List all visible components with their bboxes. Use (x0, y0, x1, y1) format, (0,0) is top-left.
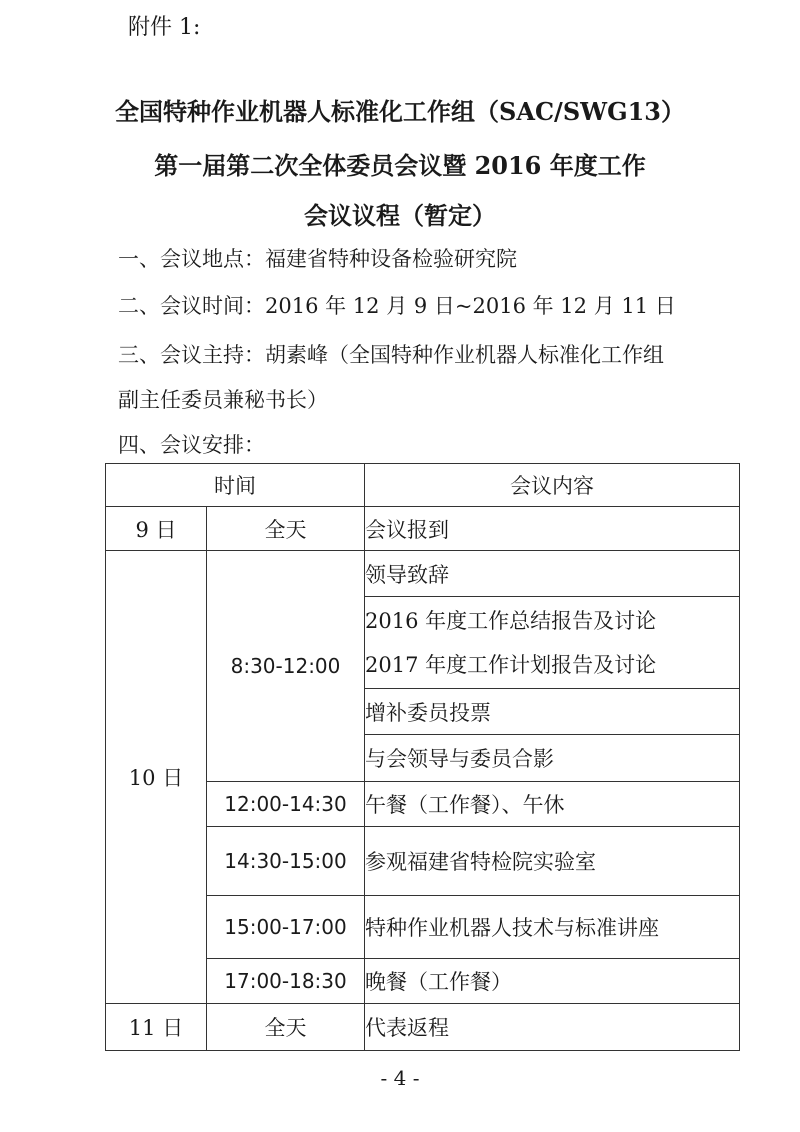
agenda-item-2016-report: 2016 年度工作总结报告及讨论 (365, 608, 657, 633)
meeting-host: 三、会议主持：胡素峰（全国特种作业机器人标准化工作组 (118, 343, 664, 367)
table-row (106, 507, 740, 551)
agenda-item (365, 597, 740, 689)
table-row (106, 1004, 740, 1051)
agenda-item: 增补委员投票 (365, 689, 740, 735)
dinner-slot: 17:00-18:30 (207, 959, 365, 1004)
header-time: 时间 (106, 464, 365, 507)
day-11-content: 代表返程 (365, 1004, 740, 1051)
agenda-item: 领导致辞 (365, 551, 740, 597)
agenda-item: 与会领导与委员合影 (365, 735, 740, 782)
day-9-slot: 全天 (207, 507, 365, 551)
day-9: 9 日 (106, 507, 207, 551)
dinner-content: 晚餐（工作餐） (365, 959, 740, 1004)
meeting-location: 一、会议地点：福建省特种设备检验研究院 (118, 247, 517, 271)
attachment-label: 附件 1: (128, 15, 201, 40)
meeting-arrangement-heading: 四、会议安排： (118, 433, 265, 457)
meeting-time: 二、会议时间：2016 年 12 月 9 日~2016 年 12 月 11 日 (118, 294, 676, 318)
day-11: 11 日 (106, 1004, 207, 1051)
table-row (106, 551, 740, 597)
meeting-host-continued: 副主任委员兼秘书长） (118, 388, 328, 412)
lunch-slot: 12:00-14:30 (207, 782, 365, 827)
header-content: 会议内容 (365, 464, 740, 507)
day-9-content: 会议报到 (365, 507, 740, 551)
morning-slot: 8:30-12:00 (207, 551, 365, 782)
page-number: - 4 - (380, 1066, 420, 1090)
visit-content: 参观福建省特检院实验室 (365, 827, 740, 896)
visit-slot: 14:30-15:00 (207, 827, 365, 896)
day-10: 10 日 (106, 551, 207, 1004)
lecture-content: 特种作业机器人技术与标准讲座 (365, 896, 740, 959)
schedule-table (105, 463, 740, 1051)
doc-title-line-2: 第一届第二次全体委员会议暨 2016 年度工作 (154, 151, 646, 180)
agenda-item-2017-plan: 2017 年度工作计划报告及讨论 (365, 652, 657, 677)
lecture-slot: 15:00-17:00 (207, 896, 365, 959)
doc-title-line-3: 会议议程（暂定） (304, 201, 496, 230)
lunch-content: 午餐（工作餐）、午休 (365, 782, 740, 827)
table-header-row (106, 464, 740, 507)
day-11-slot: 全天 (207, 1004, 365, 1051)
doc-title-line-1: 全国特种作业机器人标准化工作组（SAC/SWG13） (115, 97, 685, 126)
